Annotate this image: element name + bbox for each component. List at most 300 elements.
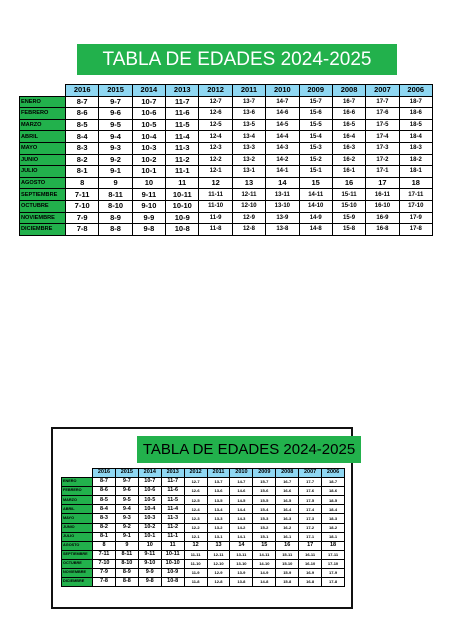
table-row <box>62 505 345 514</box>
month-label: NOVIEMBRE <box>20 212 66 224</box>
age-cell: 18-7 <box>399 96 432 108</box>
age-cell: 7-8 <box>66 224 99 236</box>
month-label: MAYO <box>62 514 93 523</box>
age-cell: 12-5 <box>199 119 232 131</box>
age-cell: 16-5 <box>332 119 365 131</box>
age-cell: 15-9 <box>276 569 299 578</box>
age-cell: 13-10 <box>230 559 253 568</box>
age-cell: 10-11 <box>166 189 199 201</box>
month-label: FEBRERO <box>62 487 93 496</box>
age-cell: 10-11 <box>161 550 184 559</box>
month-label: JUNIO <box>62 523 93 532</box>
year-header: 2013 <box>166 85 199 97</box>
age-cell: 16-6 <box>332 108 365 120</box>
age-cell: 17-11 <box>322 550 345 559</box>
table-row <box>20 142 433 154</box>
age-cell: 11-9 <box>199 212 232 224</box>
age-cell: 14-6 <box>230 487 253 496</box>
age-cell: 17-2 <box>366 154 399 166</box>
age-cell: 17-8 <box>322 578 345 587</box>
age-cell: 8-4 <box>93 505 116 514</box>
age-cell: 14 <box>266 177 299 189</box>
age-cell: 10-3 <box>132 142 165 154</box>
age-cell: 17-7 <box>299 478 322 487</box>
age-cell: 15-7 <box>299 96 332 108</box>
age-cell: 14-3 <box>266 142 299 154</box>
age-cell: 18-4 <box>322 505 345 514</box>
age-table <box>19 84 433 236</box>
age-cell: 9-4 <box>115 505 138 514</box>
age-cell: 9-6 <box>99 108 132 120</box>
age-cell: 16-11 <box>299 550 322 559</box>
age-cell: 17-9 <box>322 569 345 578</box>
age-cell: 8-6 <box>93 487 116 496</box>
age-cell: 13-6 <box>232 108 265 120</box>
age-cell: 17 <box>299 541 322 550</box>
age-cell: 15 <box>299 177 332 189</box>
table-row <box>20 177 433 189</box>
age-cell: 11-5 <box>166 119 199 131</box>
age-cell: 10-8 <box>166 224 199 236</box>
table-row <box>62 496 345 505</box>
age-cell: 15-10 <box>276 559 299 568</box>
age-cell: 8-9 <box>115 569 138 578</box>
age-cell: 14-2 <box>266 154 299 166</box>
month-label: OCTUBRE <box>62 559 93 568</box>
age-cell: 13-4 <box>232 131 265 143</box>
age-cell: 8-2 <box>66 154 99 166</box>
age-cell: 10-5 <box>132 119 165 131</box>
month-label: JUNIO <box>20 154 66 166</box>
age-cell: 7-11 <box>93 550 116 559</box>
age-cell: 12-6 <box>184 487 207 496</box>
age-cell: 12-7 <box>184 478 207 487</box>
age-cell: 13-8 <box>230 578 253 587</box>
age-cell: 9-5 <box>115 496 138 505</box>
age-cell: 14-9 <box>299 212 332 224</box>
age-cell: 16-1 <box>276 532 299 541</box>
age-cell: 13-9 <box>266 212 299 224</box>
year-header: 2006 <box>399 85 432 97</box>
age-cell: 12-5 <box>184 496 207 505</box>
age-cell: 17-8 <box>399 224 432 236</box>
age-cell: 13-3 <box>232 142 265 154</box>
age-cell: 11-8 <box>184 578 207 587</box>
age-cell: 17-3 <box>366 142 399 154</box>
table-row <box>20 200 433 212</box>
age-cell: 8-4 <box>66 131 99 143</box>
month-label: MARZO <box>20 119 66 131</box>
age-cell: 12-4 <box>199 131 232 143</box>
age-cell: 17-11 <box>399 189 432 201</box>
age-cell: 7-8 <box>93 578 116 587</box>
age-cell: 12-2 <box>199 154 232 166</box>
age-cell: 15-10 <box>332 200 365 212</box>
age-cell: 10-2 <box>138 523 161 532</box>
age-cell: 18-5 <box>322 496 345 505</box>
age-cell: 15-6 <box>299 108 332 120</box>
age-cell: 10-7 <box>132 96 165 108</box>
header-row <box>62 469 345 478</box>
table-row <box>20 224 433 236</box>
year-header: 2008 <box>276 469 299 478</box>
age-cell: 12-9 <box>232 212 265 224</box>
age-cell: 10 <box>138 541 161 550</box>
month-label: ENERO <box>20 96 66 108</box>
age-cell: 16-7 <box>332 96 365 108</box>
month-label: ABRIL <box>20 131 66 143</box>
year-header: 2012 <box>184 469 207 478</box>
age-cell: 9-11 <box>132 189 165 201</box>
age-cell: 11-1 <box>161 532 184 541</box>
age-cell: 14-3 <box>230 514 253 523</box>
age-cell: 14-6 <box>266 108 299 120</box>
table-row <box>20 154 433 166</box>
year-header: 2006 <box>322 469 345 478</box>
age-cell: 11 <box>166 177 199 189</box>
age-cell: 18 <box>322 541 345 550</box>
age-cell: 8-11 <box>99 189 132 201</box>
age-cell: 11-7 <box>161 478 184 487</box>
age-cell: 16-11 <box>366 189 399 201</box>
table-row <box>20 119 433 131</box>
year-header: 2007 <box>366 85 399 97</box>
age-cell: 12-9 <box>207 569 230 578</box>
age-cell: 13-7 <box>232 96 265 108</box>
age-cell: 17-7 <box>366 96 399 108</box>
table-row <box>20 166 433 178</box>
age-cell: 17-1 <box>366 166 399 178</box>
age-cell: 13 <box>232 177 265 189</box>
age-cell: 14-1 <box>230 532 253 541</box>
age-cell: 13-9 <box>230 569 253 578</box>
age-cell: 16-7 <box>276 478 299 487</box>
year-header: 2016 <box>66 85 99 97</box>
table-row <box>62 541 345 550</box>
age-cell: 15-5 <box>299 119 332 131</box>
age-cell: 8-10 <box>99 200 132 212</box>
age-cell: 10-6 <box>132 108 165 120</box>
age-cell: 15-3 <box>253 514 276 523</box>
age-cell: 15-3 <box>299 142 332 154</box>
age-cell: 10-7 <box>138 478 161 487</box>
age-cell: 10-4 <box>132 131 165 143</box>
age-cell: 17-3 <box>299 514 322 523</box>
age-cell: 11-1 <box>166 166 199 178</box>
age-cell: 18-5 <box>399 119 432 131</box>
age-cell: 17-4 <box>299 505 322 514</box>
age-cell: 9-3 <box>115 514 138 523</box>
age-cell: 13 <box>207 541 230 550</box>
age-cell: 16-10 <box>299 559 322 568</box>
age-cell: 11-9 <box>184 569 207 578</box>
age-cell: 17-9 <box>399 212 432 224</box>
age-cell: 8-5 <box>93 496 116 505</box>
age-cell: 11-2 <box>166 154 199 166</box>
age-cell: 13-10 <box>266 200 299 212</box>
age-cell: 9 <box>115 541 138 550</box>
age-cell: 15-1 <box>253 532 276 541</box>
age-cell: 16-6 <box>276 487 299 496</box>
age-cell: 9-10 <box>138 559 161 568</box>
age-cell: 11-7 <box>166 96 199 108</box>
age-cell: 9-2 <box>99 154 132 166</box>
year-header: 2014 <box>138 469 161 478</box>
age-cell: 17-6 <box>366 108 399 120</box>
age-cell: 15-6 <box>253 487 276 496</box>
age-cell: 18-4 <box>399 131 432 143</box>
age-cell: 8-5 <box>66 119 99 131</box>
age-cell: 14-2 <box>230 523 253 532</box>
age-cell: 8-3 <box>66 142 99 154</box>
header-corner <box>20 85 66 97</box>
age-cell: 10 <box>132 177 165 189</box>
age-cell: 12-6 <box>199 108 232 120</box>
year-header: 2009 <box>253 469 276 478</box>
age-cell: 11-3 <box>161 514 184 523</box>
age-cell: 9-3 <box>99 142 132 154</box>
age-cell: 16-2 <box>276 523 299 532</box>
age-cell: 17-5 <box>299 496 322 505</box>
month-label: OCTUBRE <box>20 200 66 212</box>
age-cell: 13-11 <box>230 550 253 559</box>
year-header: 2015 <box>115 469 138 478</box>
age-cell: 15-4 <box>299 131 332 143</box>
age-cell: 12-11 <box>232 189 265 201</box>
age-cell: 9-7 <box>115 478 138 487</box>
age-cell: 11-6 <box>161 487 184 496</box>
age-cell: 16-9 <box>299 569 322 578</box>
age-cell: 15-7 <box>253 478 276 487</box>
age-cell: 12-2 <box>184 523 207 532</box>
age-cell: 11-10 <box>199 200 232 212</box>
age-cell: 11-2 <box>161 523 184 532</box>
age-cell: 17-2 <box>299 523 322 532</box>
age-cell: 16-5 <box>276 496 299 505</box>
age-cell: 11-8 <box>199 224 232 236</box>
age-cell: 10-10 <box>161 559 184 568</box>
year-header: 2013 <box>161 469 184 478</box>
age-cell: 8-1 <box>66 166 99 178</box>
age-cell: 8-9 <box>99 212 132 224</box>
age-cell: 15-8 <box>276 578 299 587</box>
year-header: 2007 <box>299 469 322 478</box>
age-cell: 12 <box>184 541 207 550</box>
age-cell: 12-11 <box>207 550 230 559</box>
age-cell: 10-2 <box>132 154 165 166</box>
table-row <box>62 559 345 568</box>
age-cell: 14-5 <box>230 496 253 505</box>
age-cell: 10-9 <box>161 569 184 578</box>
age-cell: 8-8 <box>99 224 132 236</box>
month-label: JULIO <box>20 166 66 178</box>
age-cell: 8 <box>66 177 99 189</box>
age-cell: 11-11 <box>184 550 207 559</box>
age-cell: 15-1 <box>299 166 332 178</box>
age-cell: 10-6 <box>138 487 161 496</box>
age-cell: 8-10 <box>115 559 138 568</box>
age-cell: 9-1 <box>115 532 138 541</box>
age-cell: 7-9 <box>93 569 116 578</box>
age-cell: 16-2 <box>332 154 365 166</box>
age-cell: 14-4 <box>266 131 299 143</box>
age-cell: 15-2 <box>253 523 276 532</box>
table-row <box>62 523 345 532</box>
age-cell: 11-4 <box>161 505 184 514</box>
age-cell: 12-1 <box>184 532 207 541</box>
year-header: 2012 <box>199 85 232 97</box>
age-cell: 9-5 <box>99 119 132 131</box>
age-cell: 16-1 <box>332 166 365 178</box>
age-cell: 10-5 <box>138 496 161 505</box>
age-cell: 11-11 <box>199 189 232 201</box>
year-header: 2011 <box>207 469 230 478</box>
age-cell: 14-7 <box>230 478 253 487</box>
thumbnail-age-table <box>61 468 345 587</box>
age-cell: 18-2 <box>322 523 345 532</box>
age-cell: 18-3 <box>322 514 345 523</box>
age-cell: 17-1 <box>299 532 322 541</box>
age-cell: 16-3 <box>332 142 365 154</box>
age-cell: 15-11 <box>332 189 365 201</box>
table-row <box>62 514 345 523</box>
age-cell: 14-11 <box>299 189 332 201</box>
age-cell: 10-3 <box>138 514 161 523</box>
age-cell: 9-4 <box>99 131 132 143</box>
age-cell: 13-4 <box>207 505 230 514</box>
age-cell: 11-4 <box>166 131 199 143</box>
age-cell: 9-7 <box>99 96 132 108</box>
table-row <box>62 569 345 578</box>
age-cell: 9-1 <box>99 166 132 178</box>
age-cell: 10-10 <box>166 200 199 212</box>
age-cell: 8-6 <box>66 108 99 120</box>
age-cell: 8-7 <box>66 96 99 108</box>
table-row <box>20 189 433 201</box>
age-cell: 15-2 <box>299 154 332 166</box>
month-label: NOVIEMBRE <box>62 569 93 578</box>
year-header: 2015 <box>99 85 132 97</box>
month-label: MAYO <box>20 142 66 154</box>
age-cell: 9-11 <box>138 550 161 559</box>
age-cell: 9-10 <box>132 200 165 212</box>
age-cell: 13-3 <box>207 514 230 523</box>
table-row <box>20 108 433 120</box>
age-cell: 18-3 <box>399 142 432 154</box>
age-cell: 14-10 <box>253 559 276 568</box>
age-cell: 13-5 <box>207 496 230 505</box>
age-cell: 12-1 <box>199 166 232 178</box>
table-row <box>20 212 433 224</box>
age-cell: 15-8 <box>332 224 365 236</box>
age-cell: 13-8 <box>266 224 299 236</box>
age-cell: 13-2 <box>207 523 230 532</box>
age-cell: 9-9 <box>132 212 165 224</box>
year-header: 2010 <box>230 469 253 478</box>
age-cell: 14-8 <box>253 578 276 587</box>
year-header: 2014 <box>132 85 165 97</box>
age-cell: 10-1 <box>132 166 165 178</box>
age-cell: 18-2 <box>399 154 432 166</box>
age-cell: 13-6 <box>207 487 230 496</box>
age-cell: 12-10 <box>207 559 230 568</box>
age-cell: 11-5 <box>161 496 184 505</box>
age-cell: 9-9 <box>138 569 161 578</box>
table-row <box>62 487 345 496</box>
age-cell: 11-10 <box>184 559 207 568</box>
age-cell: 18-1 <box>322 532 345 541</box>
age-cell: 15-4 <box>253 505 276 514</box>
age-cell: 16-8 <box>366 224 399 236</box>
age-cell: 14-10 <box>299 200 332 212</box>
year-header: 2016 <box>93 469 116 478</box>
table-row <box>62 578 345 587</box>
age-cell: 18-6 <box>322 487 345 496</box>
age-cell: 8 <box>93 541 116 550</box>
age-cell: 12-7 <box>199 96 232 108</box>
age-cell: 8-7 <box>93 478 116 487</box>
age-cell: 9 <box>99 177 132 189</box>
age-cell: 12 <box>199 177 232 189</box>
age-cell: 15-9 <box>332 212 365 224</box>
age-cell: 12-4 <box>184 505 207 514</box>
year-header: 2011 <box>232 85 265 97</box>
table-row <box>62 478 345 487</box>
month-label: ENERO <box>62 478 93 487</box>
age-cell: 8-8 <box>115 578 138 587</box>
age-cell: 8-2 <box>93 523 116 532</box>
month-label: DICIEMBRE <box>62 578 93 587</box>
age-cell: 12-8 <box>232 224 265 236</box>
age-cell: 7-9 <box>66 212 99 224</box>
age-cell: 14-8 <box>299 224 332 236</box>
age-cell: 14-1 <box>266 166 299 178</box>
month-label: AGOSTO <box>20 177 66 189</box>
thumbnail-title: TABLA DE EDADES 2024-2025 <box>137 436 361 463</box>
age-cell: 8-3 <box>93 514 116 523</box>
table-row <box>62 532 345 541</box>
age-cell: 11-6 <box>166 108 199 120</box>
table-row <box>20 131 433 143</box>
header-row <box>20 85 433 97</box>
age-cell: 17 <box>366 177 399 189</box>
age-cell: 17-10 <box>399 200 432 212</box>
thumbnail-preview <box>51 427 356 609</box>
month-label: ABRIL <box>62 505 93 514</box>
age-cell: 9-8 <box>138 578 161 587</box>
header-corner <box>62 469 93 478</box>
age-cell: 7-10 <box>66 200 99 212</box>
age-cell: 16-8 <box>299 578 322 587</box>
table-row <box>62 550 345 559</box>
age-cell: 14 <box>230 541 253 550</box>
month-label: MARZO <box>62 496 93 505</box>
age-cell: 11-3 <box>166 142 199 154</box>
age-cell: 16-3 <box>276 514 299 523</box>
age-cell: 12-3 <box>184 514 207 523</box>
age-cell: 16 <box>276 541 299 550</box>
age-cell: 16-9 <box>366 212 399 224</box>
age-cell: 10-1 <box>138 532 161 541</box>
age-cell: 14-5 <box>266 119 299 131</box>
age-cell: 18 <box>399 177 432 189</box>
age-cell: 13-2 <box>232 154 265 166</box>
month-label: SEPTIEMBRE <box>62 550 93 559</box>
year-header: 2008 <box>332 85 365 97</box>
age-cell: 14-11 <box>253 550 276 559</box>
age-cell: 10-8 <box>161 578 184 587</box>
age-cell: 9-2 <box>115 523 138 532</box>
